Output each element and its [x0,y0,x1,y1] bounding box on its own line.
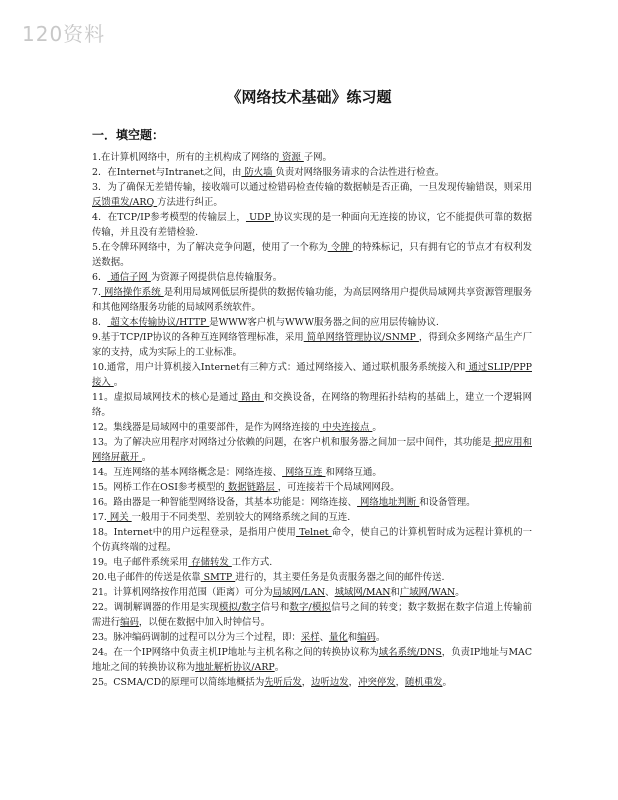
question-item [92,360,532,390]
question-text: 方法进行纠正。 [157,197,223,208]
question-text: 命令，使自己的计算机暂时成为远程计算机的一个仿真终端的过程。 [92,527,532,553]
answer-text: 中央连接点 [319,422,373,433]
question-text: 13。为了解决应用程序对网络过分依赖的问题，在客户机和服务器之间加一层中间件，其功能是 [92,437,492,448]
question-text: ，以便在数据中加入时钟信号。 [138,617,271,628]
question-item [92,270,532,285]
question-text: 12。集线器是局域网中的重要部件，是作为网络连接的 [92,422,320,433]
question-text: 20.电子邮件的传送是依靠 [92,572,201,583]
question-text: 19。电子邮件系统采用 [92,557,189,568]
question-text: ， [301,677,312,688]
question-item [92,240,532,270]
answer-text: 地址解析协议/ARP [195,662,275,673]
answer-text: 城域网/MAN [334,587,391,598]
answer-text: 冲突停发 [358,677,396,688]
answer-text: SMTP [200,572,236,583]
answer-text: 简单网络管理协议/SNMP [303,332,419,343]
question-text: ， [395,677,405,688]
answer-text: 编码 [120,617,139,628]
answer-text: 网络操作系统 [100,287,164,298]
answer-text: 存储转发 [188,557,232,568]
question-item [92,285,532,315]
question-text: 5.在令牌环网络中，为了解决竞争问题，使用了一个称为 [92,242,328,253]
question-item [92,630,532,645]
question-item [92,315,532,330]
question-text: 子网。 [303,152,332,163]
question-item [92,555,532,570]
question-text: 1.在计算机网络中，所有的主机构成了网络的 [92,152,280,163]
question-text: 。 [372,422,382,433]
question-text: 一般用于不同类型、差别较大的网络系统之间的互连. [131,512,351,523]
answer-text: 网关 [106,512,132,523]
question-text: 7. [92,287,101,298]
answer-text: 路由 [238,392,264,403]
question-item [92,645,532,675]
question-text: 协议实现的是一种面向无连接的协议，它不能提供可靠的数据传输，并且没有差错检验. [92,212,532,238]
question-text: 。 [274,662,285,673]
question-text: 3．为了确保无差错传输，接收端可以通过检错码检查传输的数据帧是否正确，一旦发现传输错误，则采用 [92,182,532,193]
question-item [92,390,532,420]
answer-text: 量化 [328,632,348,643]
answer-text: 把应用和网络屏蔽开 [92,437,532,463]
question-text: 2．在Internet与Intranet之间，由 [92,167,242,178]
answer-text: 网络互连 [282,467,326,478]
question-text: ，可连接若干个局域网网段。 [277,482,400,493]
answer-text: 域名系统/DNS [378,647,442,658]
section-heading: 一．填空题： [92,128,165,142]
answer-text: 编码 [357,632,376,643]
question-text: 进行的，其主要任务是负责服务器之间的邮件传送. [235,572,445,583]
watermark: 120资料 [22,22,106,46]
question-item [92,585,532,600]
question-text: 工作方式. [231,557,273,568]
question-text: 。 [113,377,124,388]
question-text: ，负责IP地址与MAC地址之间的转换协议称为 [92,647,532,673]
answer-text: 反馈重发/ARQ [92,197,158,208]
question-text: 10.通常，用户计算机接入Internet有三种方式：通过网络接入、通过联机服务系统接入和 [92,362,466,373]
question-item [92,570,532,585]
question-text: 为资源子网提供信息传输服务。 [150,272,283,283]
question-item [92,180,532,210]
question-item [92,420,532,435]
question-text: 15。网桥工作在OSI参考模型的 [92,482,225,493]
question-text: ，得到众多网络产品生产厂家的支持，成为实际上的工业标准。 [92,332,532,358]
answer-text: 超文本传输协议/HTTP [107,317,210,328]
question-text: 9.基于TCP/IP协议的各种互连网络管理标准，采用 [92,332,304,343]
question-text: 16。路由器是一种智能型网络设备，其基本功能是：网络连接、 [92,497,358,508]
question-text: 21。计算机网络按作用范围（距离）可分为 [92,587,273,598]
question-text: 4．在TCP/IP参考模型的传输层上， [92,212,246,223]
question-item [92,150,532,165]
question-text: 、 [325,587,335,598]
question-text: 的特殊标记，只有拥有它的节点才有权利发送数据。 [92,242,532,268]
question-text: 信号之间的转变；数字数据在数字信道上传输前需进行 [92,602,532,628]
question-text: 8． [92,317,108,328]
question-item [92,210,532,240]
question-text: 。 [442,677,452,688]
question-text: 17. [92,512,107,523]
answer-text: Telnet [295,527,332,538]
question-text: 6． [92,272,108,283]
question-text: 和网络互通。 [325,467,382,478]
question-text: 是WWW客户机与WWW服务器之间的应用层传输协议. [209,317,439,328]
answer-text: 边听边发 [311,677,349,688]
question-text: ， [348,677,359,688]
page-title: 《网络技术基础》练习题 [226,88,392,106]
answer-text: 通过SLIP/PPP接入 [92,362,532,388]
question-item [92,495,532,510]
question-item [92,465,532,480]
answer-text: 先听后发 [264,677,302,688]
question-text: 和交换设备，在网络的物理拓扑结构的基础上，建立一个逻辑网络。 [92,392,532,418]
answer-text: 令牌 [327,242,353,253]
question-text: 负责对网络服务请求的合法性进行检查。 [275,167,445,178]
question-text: 是利用局域网低层所提供的数据传输功能，为高层网络用户提供局域网共享资源管理服务和其他网络服务功能的局域网系统软件。 [92,287,532,313]
answer-text: 广域网/WAN [399,587,456,598]
question-text: 22。调制解调器的作用是实现 [92,602,220,613]
question-text: 14。互连网络的基本网络概念是：网络连接、 [92,467,283,478]
question-text: 。 [141,452,152,463]
question-item [92,480,532,495]
answer-text: 防火墙 [241,167,276,178]
question-text: 、 [319,632,329,643]
question-text: 18。Internet中的用户远程登录，是指用户使用 [92,527,296,538]
question-text: 11。虚拟局域网技术的核心是通过 [92,392,239,403]
question-text: 25。CSMA/CD的原理可以简练地概括为 [92,677,265,688]
question-list [92,150,532,690]
answer-text: 资源 [279,152,304,163]
answer-text: 通信子网 [107,272,151,283]
question-item [92,675,532,690]
question-text: 和 [347,632,358,643]
question-item [92,525,532,555]
question-text: 和设备管理。 [419,497,476,508]
answer-text: 数据链路层 [224,482,278,493]
question-text: 。 [375,632,386,643]
question-text: 24。在一个IP网络中负责主机IP地址与主机名称之间的转换协议称为 [92,647,379,658]
question-text: 信号和 [260,602,290,613]
answer-text: 模拟/数字 [219,602,261,613]
question-text: 和 [390,587,400,598]
answer-text: UDP [245,212,275,223]
question-text: 23。脉冲编码调制的过程可以分为三个过程，即： [92,632,301,643]
answer-text: 局域网/LAN [272,587,326,598]
answer-text: 随机重发 [404,677,443,688]
answer-text: 采样 [300,632,320,643]
question-item [92,165,532,180]
question-item [92,510,532,525]
answer-text: 数字/模拟 [289,602,332,613]
question-text: 。 [455,587,465,598]
answer-text: 网络地址判断 [357,497,420,508]
question-item [92,330,532,360]
question-item [92,600,532,630]
question-item [92,435,532,465]
